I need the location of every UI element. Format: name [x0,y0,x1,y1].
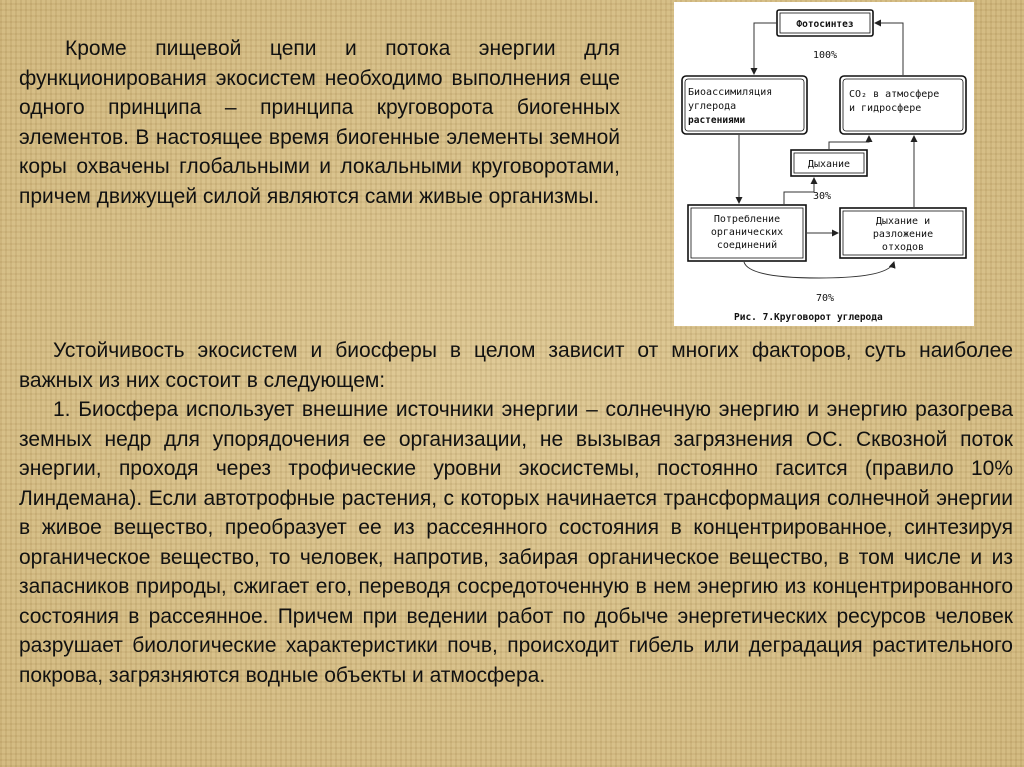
label-100-percent: 100% [812,50,838,61]
main-text [19,336,1013,690]
decomposition-line-3: отходов [881,242,925,253]
diagram-caption: Рис. 7.Круговорот углерода [734,312,883,323]
decomposition-line-1: Дыхание и [875,216,931,227]
decomposition-line-2: разложение [872,229,934,240]
co2-line-2: и гидросфере [849,103,922,114]
stability-paragraph: Устойчивость экосистем и биосферы в целом зависит от многих факторов, суть наиболее важных из них состоит в следующем: [19,339,1013,392]
bioassimilation-box [682,76,807,134]
co2-box [840,76,966,134]
photosynthesis-label: Фотосинтез [796,19,854,30]
decomposition-box [840,208,966,258]
respiration-label: Дыхание [807,159,851,170]
bioassimilation-line-2: углерода [688,101,737,112]
photosynthesis-box [777,10,873,36]
co2-line-1: CO₂ в атмосфере [849,89,940,100]
bioassimilation-line-3: растениями [688,115,746,126]
consumption-line-1: Потребление [713,214,781,225]
label-70-percent: 70% [815,293,835,304]
consumption-line-3: соединений [716,240,778,251]
label-30-percent: 30% [812,191,832,202]
respiration-box [791,150,867,176]
carbon-cycle-diagram [674,2,974,326]
intro-paragraph: Кроме пищевой цепи и потока энергии для функционирования экосистем необходимо выполнения еще одного принципа – принципа круговорота биогенных элементов. В настоящее время биогенные элементы земной коры охвачены глобальными и локальными круговоротами, причем движущей силой являются сами живые организмы. [19,37,620,208]
bioassimilation-line-1: Биоассимиляция [688,87,773,98]
consumption-box [688,205,806,261]
point-1-paragraph: 1. Биосфера использует внешние источники энергии – солнечную энергию и энергию разогрева земных недр для упорядочения ее организации, не вызывая загрязнения ОС. Сквозной поток энергии, проходя через трофические уровни экосистемы, постоянно гасится (правило 10% Линдемана). Если автотрофные растения, с которых начинается трансформация солнечной энергии в живое вещество, преобразует ее из рассеянного состояния в концентрированное, синтезируя органическое вещество, то человек, напротив, забирая органическое вещество, в том числе и из запасников природы, сжигает его, переводя сосредоточенную в нем энергию из концентрированного состояния в рассеянное. Причем при ведении работ по добыче энергетических ресурсов человек разрушает биологические характеристики почв, происходит гибель или деградация растительного покрова, загрязняются водные объекты и атмосфера. [19,398,1013,687]
consumption-line-2: органических [710,227,784,238]
